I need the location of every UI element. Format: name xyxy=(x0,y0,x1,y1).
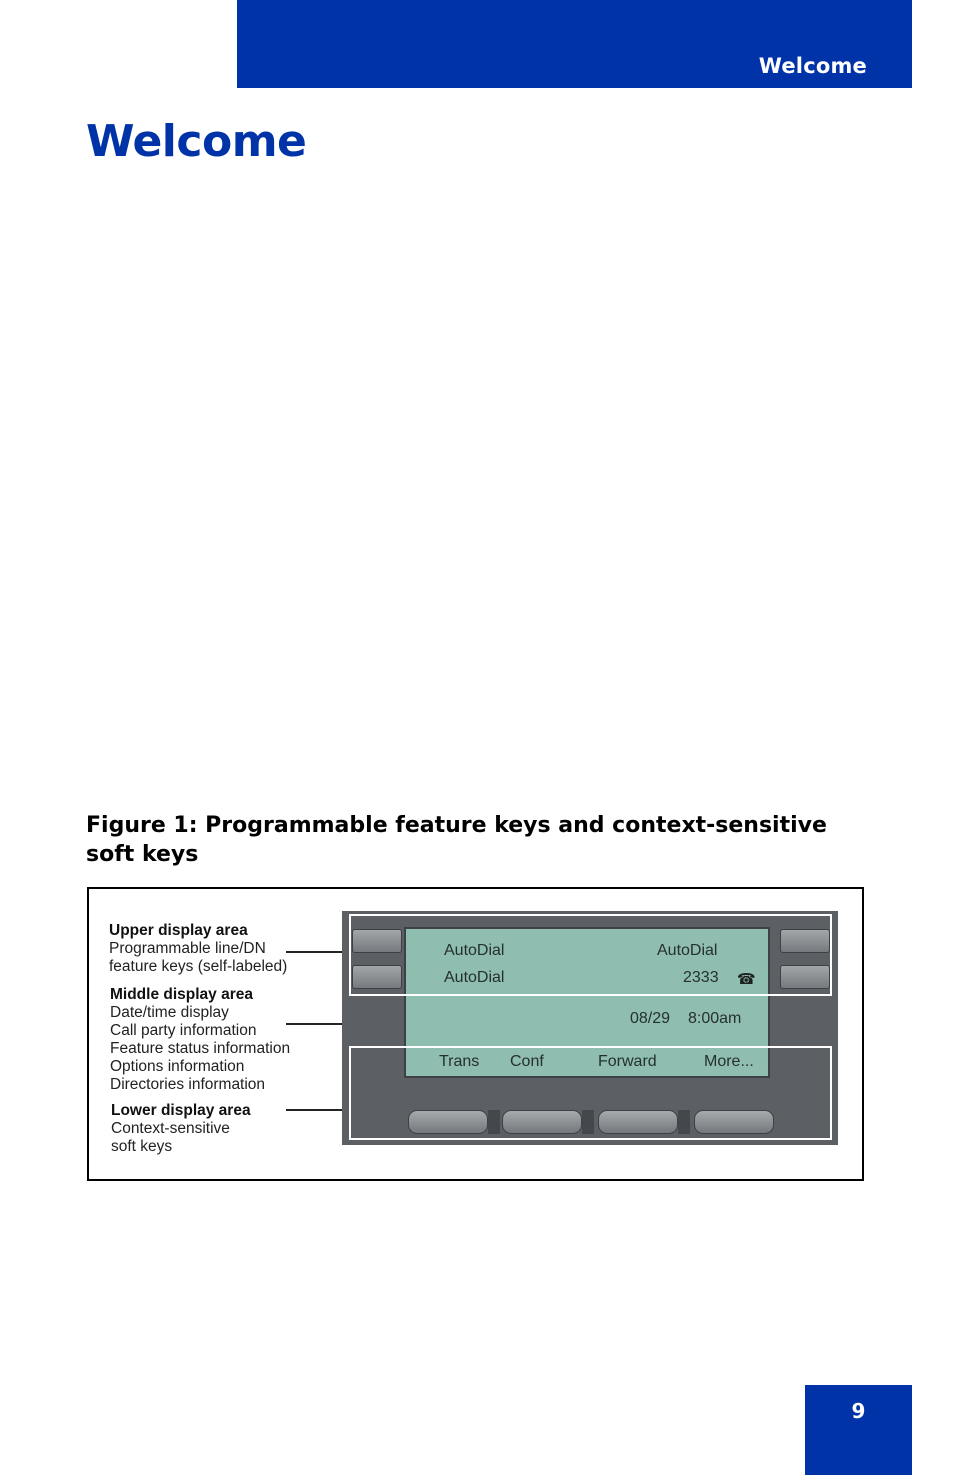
callout-lower-title: Lower display area xyxy=(111,1102,251,1119)
softkey-label-forward: Forward xyxy=(598,1053,657,1070)
softkey-label-conf: Conf xyxy=(510,1053,544,1070)
callout-lower-line: Context-sensitive xyxy=(111,1120,230,1137)
lcd-row1-left: AutoDial xyxy=(444,942,505,959)
callout-middle-line: Feature status information xyxy=(110,1040,291,1057)
leader-line-lower xyxy=(286,1109,344,1111)
phone-display-photo xyxy=(342,911,838,1145)
figure-frame xyxy=(87,887,864,1181)
callout-upper xyxy=(109,922,287,976)
lcd-date: 08/29 xyxy=(630,1010,671,1027)
lcd-time: 8:00am xyxy=(688,1010,742,1027)
callout-middle-line: Call party information xyxy=(110,1022,257,1039)
page-title: Welcome xyxy=(86,116,307,167)
softkey-label-more: More... xyxy=(704,1053,754,1070)
lcd-row1-right: AutoDial xyxy=(657,942,718,959)
callout-middle-line: Directories information xyxy=(110,1076,266,1093)
callout-middle-line: Options information xyxy=(110,1058,245,1075)
callout-middle xyxy=(110,986,290,1094)
header-bar xyxy=(237,0,912,88)
lcd-row2-right: 2333 xyxy=(683,969,719,986)
upper-display-highlight xyxy=(349,914,832,996)
figure-caption: Figure 1: Programmable feature keys and context-sensitive soft keys xyxy=(86,813,827,867)
telephone-icon: ☎ xyxy=(737,970,756,988)
callout-upper-title: Upper display area xyxy=(109,922,248,939)
callout-lower xyxy=(111,1102,251,1156)
page-number: 9 xyxy=(851,1399,866,1423)
lower-display-highlight xyxy=(349,1046,832,1140)
leader-line-upper xyxy=(286,951,348,953)
callout-labels xyxy=(89,889,349,1179)
lcd-row2-left: AutoDial xyxy=(444,969,505,986)
softkey-label-trans: Trans xyxy=(439,1053,480,1070)
header-section-title: Welcome xyxy=(758,54,867,78)
callout-middle-title: Middle display area xyxy=(110,986,253,1003)
callout-middle-line: Date/time display xyxy=(110,1004,229,1021)
callout-upper-line: feature keys (self-labeled) xyxy=(109,958,288,975)
callout-upper-line: Programmable line/DN xyxy=(109,940,266,957)
callout-lower-line: soft keys xyxy=(111,1138,173,1155)
page-number-box xyxy=(805,1385,912,1475)
